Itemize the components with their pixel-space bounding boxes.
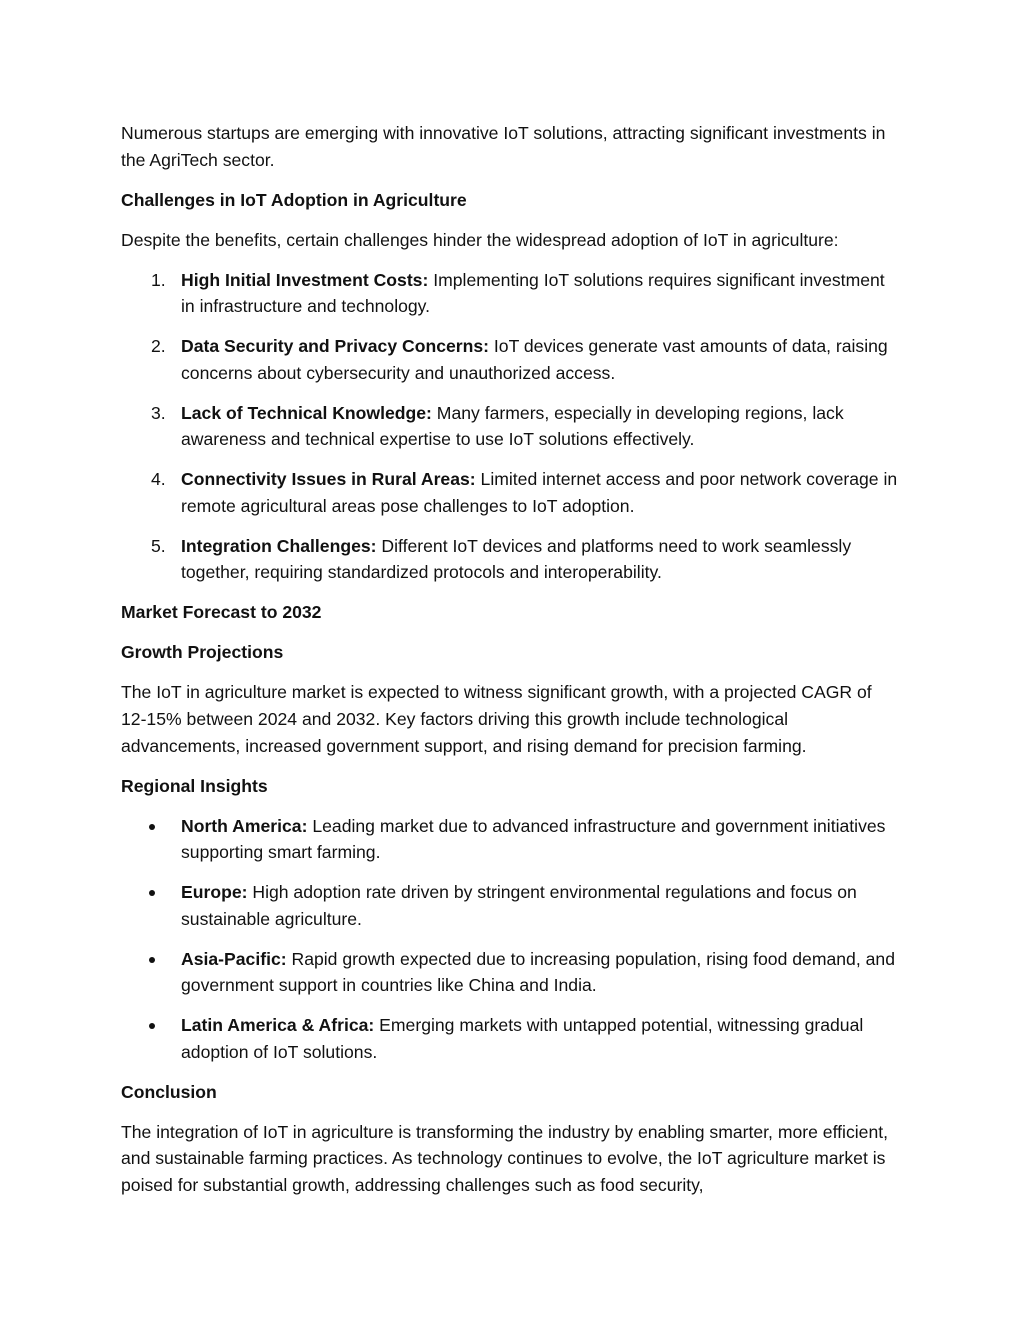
list-number: 1. bbox=[151, 269, 166, 290]
list-item-text: Implementing IoT solutions requires significant investment in infrastructure and technology. bbox=[181, 269, 885, 317]
challenges-heading: Challenges in IoT Adoption in Agriculture bbox=[121, 189, 467, 210]
bullet-icon bbox=[149, 1023, 155, 1029]
list-item-text: IoT devices generate vast amounts of data, raising concerns about cybersecurity and unauthorized access. bbox=[181, 336, 888, 383]
list-item bbox=[121, 333, 901, 386]
forecast-heading: Market Forecast to 2032 bbox=[121, 602, 322, 623]
list-item-text: Many farmers, especially in developing regions, lack awareness and technical expertise to use IoT solutions effectively. bbox=[181, 402, 844, 450]
list-item-text: High adoption rate driven by stringent environmental regulations and focus on sustainable agriculture. bbox=[181, 882, 857, 929]
growth-projections-paragraph: The IoT in agriculture market is expected to witness significant growth, with a projected CAGR of 12-15% between 2024 and 2032. Key factors driving this growth include technological advancements, increased government support, and rising demand for precision farming. bbox=[121, 682, 872, 756]
challenges-lead-paragraph: Despite the benefits, certain challenges hinder the widespread adoption of IoT in agriculture: bbox=[121, 229, 839, 250]
list-item bbox=[121, 267, 901, 320]
list-item-term: Latin America & Africa: bbox=[181, 1015, 375, 1036]
list-item-term: Connectivity Issues in Rural Areas: bbox=[181, 469, 476, 490]
challenges-list bbox=[121, 267, 901, 587]
list-item-text: Limited internet access and poor network coverage in remote agricultural areas pose challenges to IoT adoption. bbox=[181, 469, 898, 516]
document-page bbox=[121, 120, 901, 1212]
list-item bbox=[121, 466, 901, 519]
conclusion-paragraph: The integration of IoT in agriculture is transforming the industry by enabling smarter, more efficient, and sustainable farming practices. As technology continues to evolve, the IoT agriculture market is poised for substantial growth, addressing challenges such as food security, bbox=[121, 1121, 889, 1196]
list-number: 5. bbox=[151, 535, 166, 556]
list-item-text: Leading market due to advanced infrastructure and government initiatives supporting smart farming. bbox=[181, 815, 886, 863]
bullet-icon bbox=[149, 957, 155, 963]
list-item bbox=[121, 1012, 901, 1065]
list-item-term: Lack of Technical Knowledge: bbox=[181, 402, 432, 423]
list-item bbox=[121, 813, 901, 866]
list-item bbox=[121, 533, 901, 586]
list-item-term: Data Security and Privacy Concerns: bbox=[181, 336, 490, 357]
list-item-term: High Initial Investment Costs: bbox=[181, 269, 429, 290]
regional-insights-heading: Regional Insights bbox=[121, 775, 268, 796]
bullet-icon bbox=[149, 824, 155, 830]
intro-paragraph: Numerous startups are emerging with innovative IoT solutions, attracting significant investments in the AgriTech sector. bbox=[121, 123, 886, 170]
list-number: 4. bbox=[151, 469, 166, 490]
list-item bbox=[121, 879, 901, 932]
bullet-icon bbox=[149, 890, 155, 896]
list-item bbox=[121, 400, 901, 453]
regional-insights-list bbox=[121, 813, 901, 1066]
list-item-term: North America: bbox=[181, 815, 308, 836]
list-item-term: Integration Challenges: bbox=[181, 535, 377, 556]
list-number: 2. bbox=[151, 336, 166, 357]
list-item-term: Asia-Pacific: bbox=[181, 948, 287, 969]
list-item-text: Rapid growth expected due to increasing population, rising food demand, and government support in countries like China and India. bbox=[181, 948, 895, 996]
list-item-text: Emerging markets with untapped potential, witnessing gradual adoption of IoT solutions. bbox=[181, 1015, 864, 1062]
list-item-text: Different IoT devices and platforms need to work seamlessly together, requiring standardized protocols and interoperability. bbox=[181, 535, 852, 583]
conclusion-heading: Conclusion bbox=[121, 1081, 217, 1102]
growth-projections-heading: Growth Projections bbox=[121, 642, 284, 663]
list-item bbox=[121, 946, 901, 999]
list-item-term: Europe: bbox=[181, 882, 248, 903]
list-number: 3. bbox=[151, 402, 166, 423]
